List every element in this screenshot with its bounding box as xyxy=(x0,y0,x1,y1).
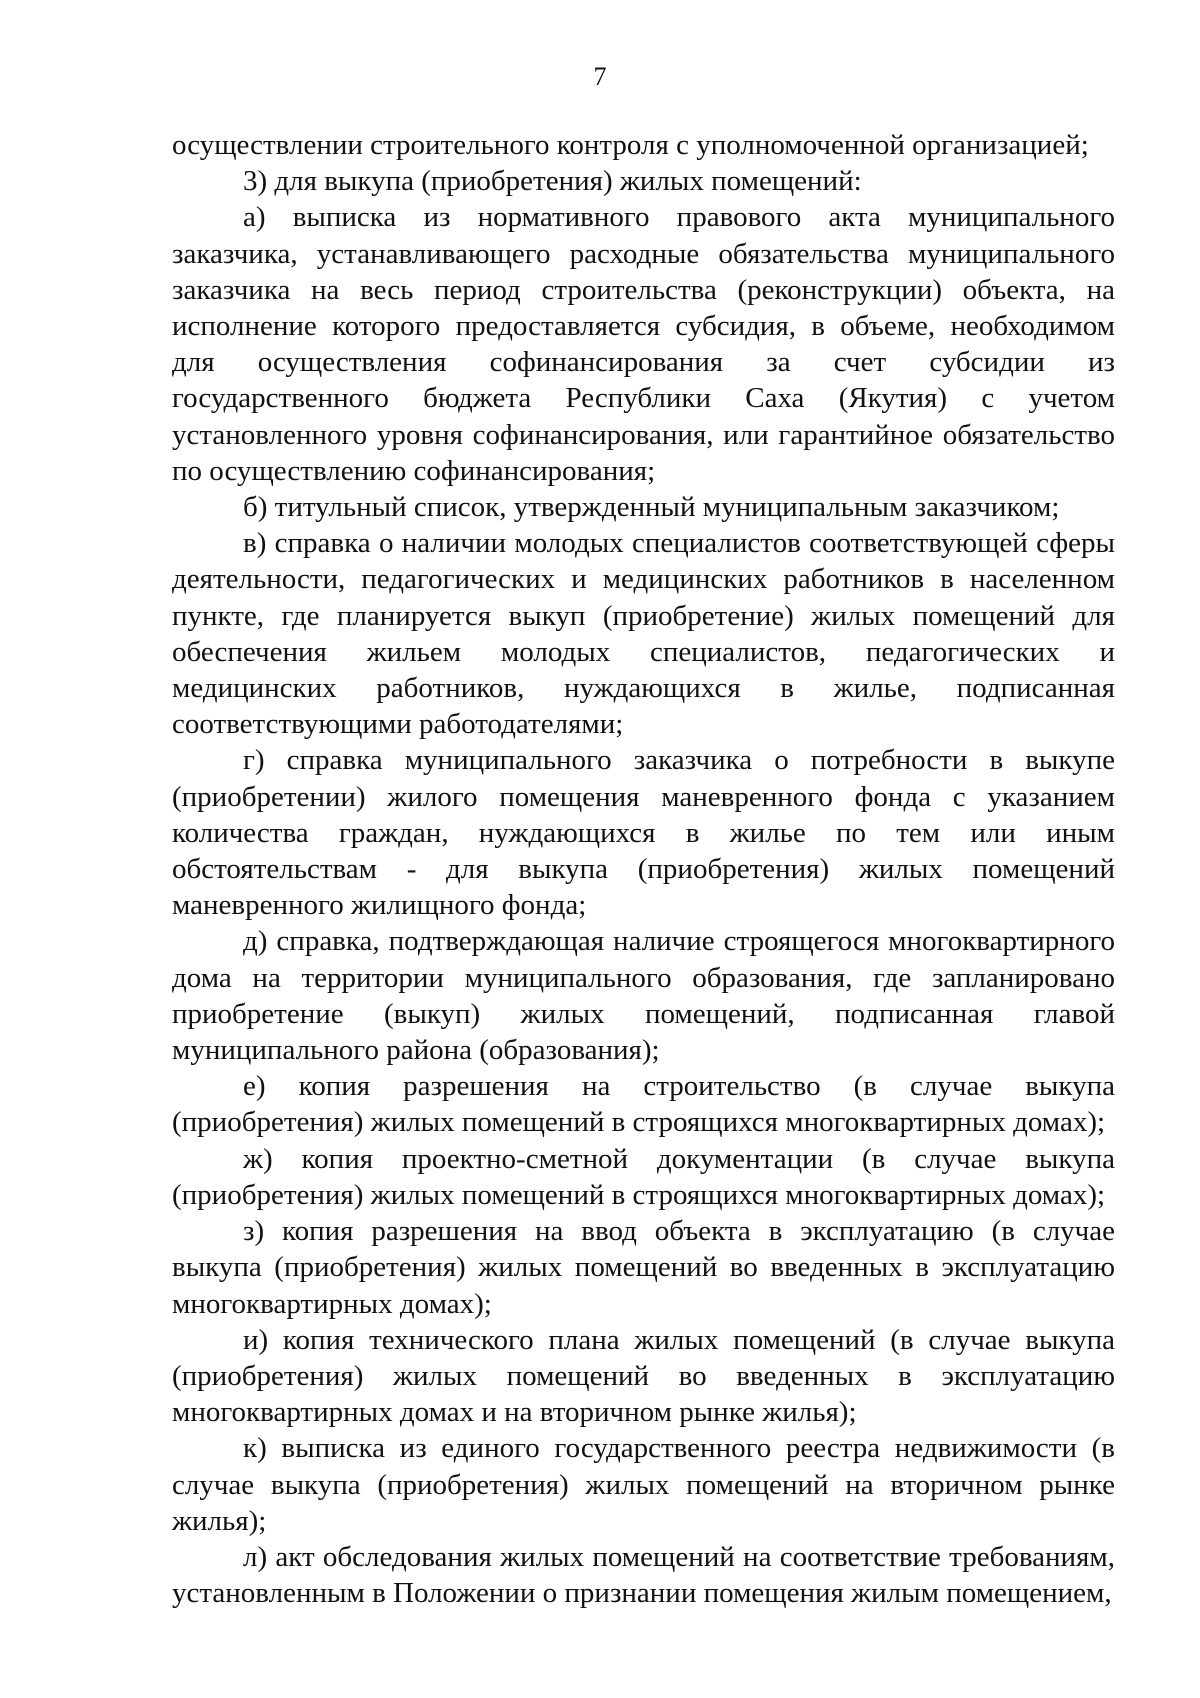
paragraph-item-a: а) выписка из нормативного правового акта муниципального заказчика, устанавливающего расходные обязательства муниципального заказчика на весь период строительства (реконструкции) объекта, на исполнение которого предоставляется субсидия, в объеме, необходимом для осуществления софинансирования за счет субсидии из государственного бюджета Республики Саха (Якутия) с учетом установленного уровня софинансирования, или гарантийное обязательство по осуществлению софинансирования; xyxy=(172,201,1115,487)
paragraph-item-3: 3) для выкупа (приобретения) жилых помещений: xyxy=(243,165,862,198)
paragraph-item-v: в) справка о наличии молодых специалистов соответствующей сферы деятельности, педагогических и медицинских работников в населенном пункте, где планируется выкуп (приобретение) жилых помещений для обеспечения жильем молодых специалистов, педагогических и медицинских работников, нуждающихся в жилье, подписанная соответствующими работодателями; xyxy=(172,527,1115,741)
paragraph-item-e: е) копия разрешения на строительство (в случае выкупа (приобретения) жилых помещений в строящихся многоквартирных домах); xyxy=(172,1070,1115,1139)
paragraph-continuation: осуществлении строительного контроля с уполномоченной организацией; xyxy=(172,129,1089,161)
paragraph-item-z: з) копия разрешения на ввод объекта в эксплуатацию (в случае выкупа (приобретения) жилых помещений во введенных в эксплуатацию многоквартирных домах); xyxy=(172,1215,1115,1320)
paragraph-item-i: и) копия технического плана жилых помещений (в случае выкупа (приобретения) жилых помещений во введенных в эксплуатацию многоквартирных домах и на вторичном рынке жилья); xyxy=(172,1323,1115,1429)
document-body xyxy=(172,127,1115,1611)
paragraph-item-zh: ж) копия проектно-сметной документации (в случае выкупа (приобретения) жилых помещений в строящихся многоквартирных домах); xyxy=(172,1142,1115,1211)
paragraph-item-g: г) справка муниципального заказчика о потребности в выкупе (приобретении) жилого помещения маневренного фонда с указанием количества граждан, нуждающихся в жилье по тем или иным обстоятельствам - для выкупа (приобретения) жилых помещений маневренного жилищного фонда; xyxy=(172,744,1115,922)
paragraph-item-d: д) справка, подтверждающая наличие строящегося многоквартирного дома на территории муниципального образования, где запланировано приобретение (выкуп) жилых помещений, подписанная главой муниципального района (образования); xyxy=(172,925,1115,1067)
paragraph-item-l: л) акт обследования жилых помещений на соответствие требованиям, установленным в Положении о признании помещения жилым помещением, xyxy=(172,1540,1115,1610)
page-number: 7 xyxy=(593,62,607,91)
paragraph-item-b: б) титульный список, утвержденный муниципальным заказчиком; xyxy=(243,491,1060,524)
paragraph-item-k: к) выписка из единого государственного реестра недвижимости (в случае выкупа (приобретения) жилых помещений на вторичном рынке жилья); xyxy=(172,1432,1115,1537)
